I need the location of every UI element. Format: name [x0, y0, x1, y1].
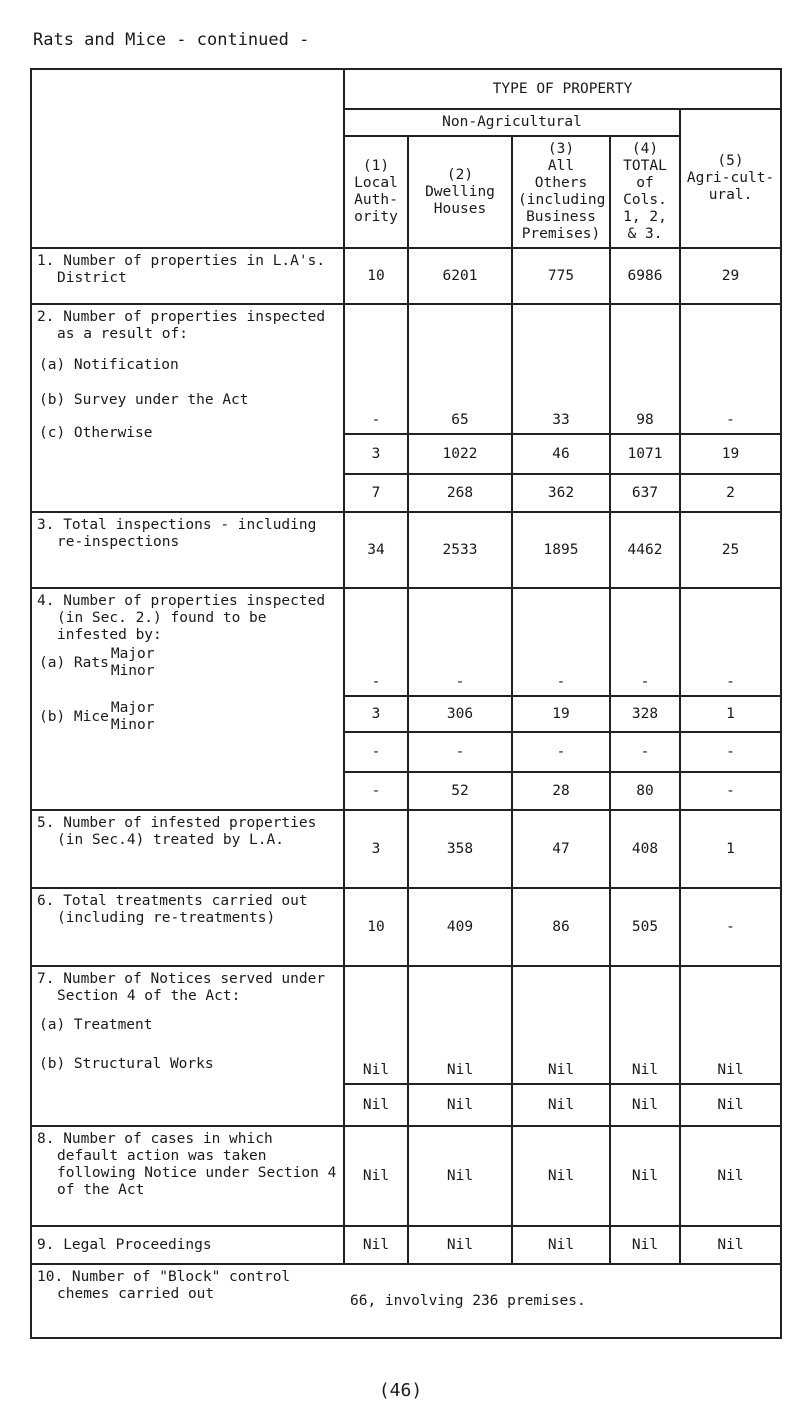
- table-cell: Nil: [408, 1126, 512, 1226]
- table-cell: -: [344, 304, 408, 434]
- row6-label: 6. Total treatments carried out (including re-treatments): [31, 888, 344, 966]
- table-cell: 1: [680, 810, 781, 888]
- table-cell: -: [680, 732, 781, 772]
- row7b-label: (b) Structural Works: [39, 1056, 214, 1072]
- mice-major-label: Major: [110, 700, 155, 716]
- col3-header: [512, 136, 610, 248]
- col1-label: Local Auth-ority: [354, 175, 398, 225]
- table-cell: 28: [512, 772, 610, 810]
- table-cell: -: [680, 888, 781, 966]
- col3-label: All Others (including Business Premises): [518, 158, 606, 242]
- table-cell: Nil: [344, 1126, 408, 1226]
- table-cell: Nil: [512, 1084, 610, 1126]
- table-cell: 1895: [512, 512, 610, 588]
- table-cell: 408: [610, 810, 680, 888]
- table-cell: 1071: [610, 434, 680, 474]
- table-cell: 10: [344, 248, 408, 304]
- table-row: [31, 1264, 781, 1338]
- table-cell: -: [610, 732, 680, 772]
- table-cell: Nil: [512, 1126, 610, 1226]
- table-cell: -: [344, 732, 408, 772]
- table-row: [31, 1226, 781, 1264]
- row10-label: 10. Number of "Block" control chemes carried out: [31, 1264, 344, 1338]
- table-cell: -: [512, 588, 610, 696]
- table-cell: 19: [680, 434, 781, 474]
- row7-label: 7. Number of Notices served under Section 4 of the Act: (a) Treatment (b) Structural Works: [31, 966, 344, 1126]
- table-cell: 98: [610, 304, 680, 434]
- mice-group: [39, 700, 338, 734]
- col1-number: (1): [362, 158, 390, 174]
- table-cell: -: [680, 588, 781, 696]
- row3-label: 3. Total inspections - including re-inspections: [31, 512, 344, 588]
- table-row: [31, 1126, 781, 1226]
- rats-minor-label: Minor: [110, 663, 155, 679]
- table-cell: 306: [408, 696, 512, 732]
- rats-group: [39, 646, 338, 680]
- table-cell: 2: [680, 474, 781, 512]
- table-row: [31, 512, 781, 588]
- table-cell: 7: [344, 474, 408, 512]
- row10-value: 66, involving 236 premises.: [344, 1264, 781, 1338]
- col2-header: [408, 136, 512, 248]
- col4-header: [610, 136, 680, 248]
- table-cell: -: [408, 588, 512, 696]
- type-of-property-header: TYPE OF PROPERTY: [344, 69, 781, 109]
- table-row: [31, 888, 781, 966]
- table-cell: 1: [680, 696, 781, 732]
- table-cell: 80: [610, 772, 680, 810]
- table-cell: 65: [408, 304, 512, 434]
- header-blank: [31, 69, 344, 248]
- table-cell: -: [344, 588, 408, 696]
- table-cell: 362: [512, 474, 610, 512]
- table-cell: 19: [512, 696, 610, 732]
- col5-label: Agri-cult-ural.: [686, 170, 775, 203]
- table-cell: Nil: [610, 966, 680, 1084]
- table-cell: 34: [344, 512, 408, 588]
- table-cell: 775: [512, 248, 610, 304]
- col2-label: Dwelling Houses: [425, 183, 495, 217]
- row8-label: 8. Number of cases in which default action was taken following Notice under Section 4 of the Act: [31, 1126, 344, 1226]
- row9-label: 9. Legal Proceedings: [31, 1226, 344, 1264]
- row7a-label: (a) Treatment: [39, 1017, 153, 1033]
- col1-header: [344, 136, 408, 248]
- row2-label: 2. Number of properties inspected as a result of: (a) Notification (b) Survey under the Act (c) Otherwise: [31, 304, 344, 512]
- table-cell: Nil: [680, 966, 781, 1084]
- table-cell: Nil: [512, 966, 610, 1084]
- table-cell: 10: [344, 888, 408, 966]
- table-row: [31, 588, 781, 696]
- table-cell: Nil: [512, 1226, 610, 1264]
- mice-minor-label: Minor: [110, 717, 155, 733]
- table-cell: Nil: [408, 966, 512, 1084]
- table-cell: Nil: [610, 1126, 680, 1226]
- table-cell: 505: [610, 888, 680, 966]
- rats-major-label: Major: [110, 646, 155, 662]
- table-cell: Nil: [610, 1226, 680, 1264]
- table-cell: 3: [344, 696, 408, 732]
- table-row: [31, 810, 781, 888]
- table-cell: 6201: [408, 248, 512, 304]
- table-cell: Nil: [344, 966, 408, 1084]
- table-row: [31, 248, 781, 304]
- row1-label: 1. Number of properties in L.A's. District: [31, 248, 344, 304]
- non-agricultural-header: Non-Agricultural: [344, 109, 680, 136]
- table-cell: -: [408, 732, 512, 772]
- table-cell: Nil: [408, 1084, 512, 1126]
- table-cell: 47: [512, 810, 610, 888]
- col4-number: (4): [631, 141, 659, 157]
- page-heading: Rats and Mice - continued -: [33, 30, 310, 50]
- table-cell: 6986: [610, 248, 680, 304]
- table-cell: 29: [680, 248, 781, 304]
- table-cell: 4462: [610, 512, 680, 588]
- table-cell: 637: [610, 474, 680, 512]
- table-cell: 46: [512, 434, 610, 474]
- row4-label: 4. Number of properties inspected (in Sec. 2.) found to be infested by: (a) Rats Major Minor (b) Mice Major Minor: [31, 588, 344, 810]
- rats-mice-table: [30, 68, 782, 1339]
- col4-label: TOTAL of Cols. 1, 2, & 3.: [623, 158, 667, 242]
- table-cell: 1022: [408, 434, 512, 474]
- table-cell: Nil: [680, 1084, 781, 1126]
- row5-label: 5. Number of infested properties (in Sec.4) treated by L.A.: [31, 810, 344, 888]
- table-cell: 86: [512, 888, 610, 966]
- col3-number: (3): [547, 141, 575, 157]
- mice-label: (b) Mice: [39, 708, 109, 725]
- table-cell: Nil: [610, 1084, 680, 1126]
- table-cell: 3: [344, 434, 408, 474]
- table-cell: 3: [344, 810, 408, 888]
- table-cell: -: [512, 732, 610, 772]
- row2b-label: (b) Survey under the Act: [39, 392, 249, 408]
- table-cell: Nil: [680, 1126, 781, 1226]
- table-cell: 25: [680, 512, 781, 588]
- table-cell: 358: [408, 810, 512, 888]
- table-cell: -: [680, 304, 781, 434]
- col5-header: [680, 109, 781, 248]
- table-cell: -: [680, 772, 781, 810]
- table-row: [31, 304, 781, 434]
- table-cell: Nil: [344, 1084, 408, 1126]
- page-number: (46): [378, 1380, 423, 1401]
- table-cell: Nil: [680, 1226, 781, 1264]
- row2c-label: (c) Otherwise: [39, 425, 153, 441]
- col5-number: (5): [717, 153, 744, 169]
- table-cell: -: [344, 772, 408, 810]
- table-cell: 268: [408, 474, 512, 512]
- rats-label: (a) Rats: [39, 654, 109, 671]
- table-cell: 52: [408, 772, 512, 810]
- table-cell: Nil: [344, 1226, 408, 1264]
- table-cell: 328: [610, 696, 680, 732]
- table-cell: 2533: [408, 512, 512, 588]
- table-row: [31, 966, 781, 1084]
- table-cell: 409: [408, 888, 512, 966]
- col2-number: (2): [446, 166, 474, 183]
- table-cell: -: [610, 588, 680, 696]
- table-cell: 33: [512, 304, 610, 434]
- row2a-label: (a) Notification: [39, 357, 179, 373]
- table-cell: Nil: [408, 1226, 512, 1264]
